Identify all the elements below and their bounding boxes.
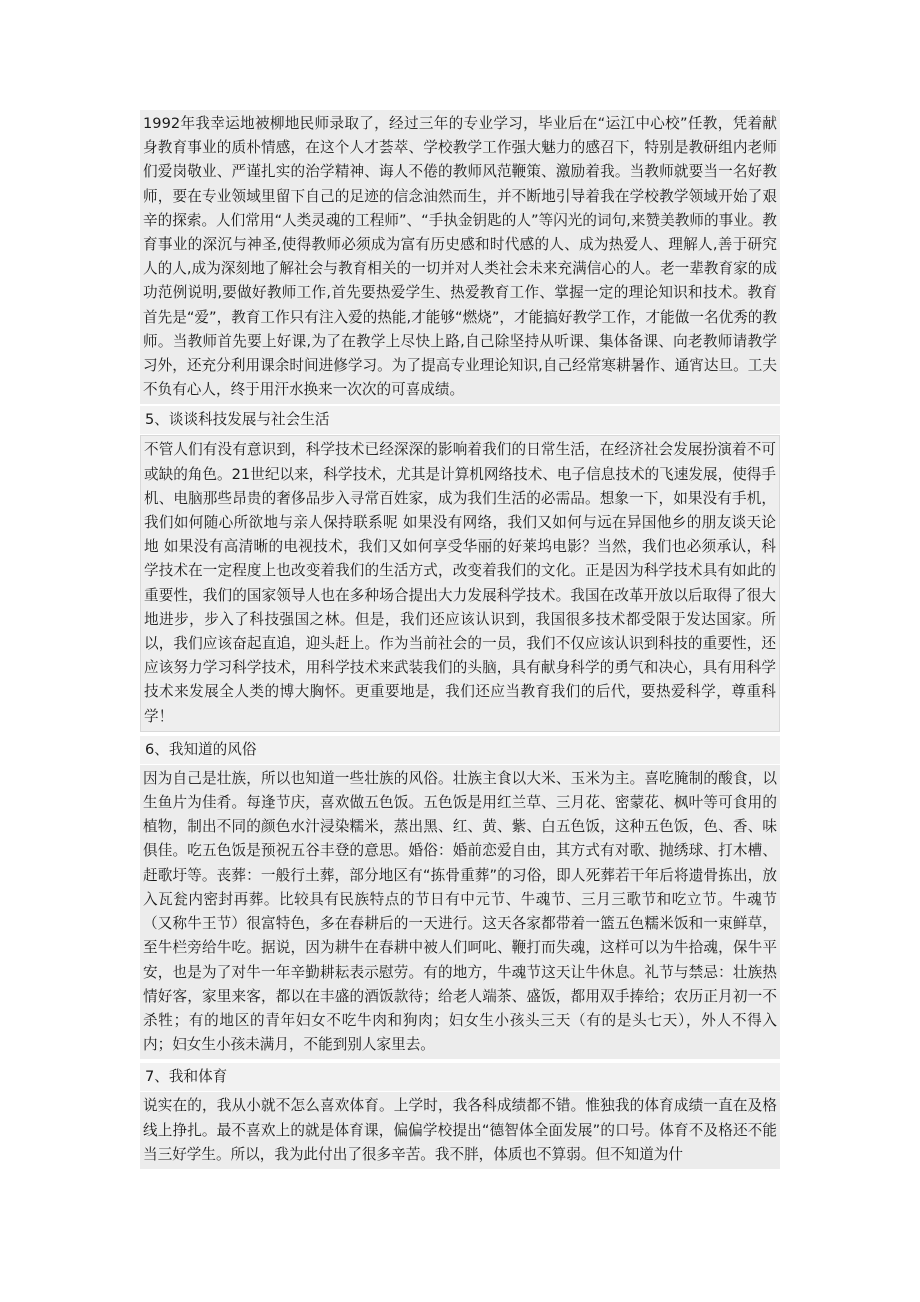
section-intro-body: 1992年我幸运地被柳地民师录取了，经过三年的专业学习，毕业后在“运江中心校”任教，凭着献身教育事业的质朴情感，在这个人才荟萃、学校教学工作强大魅力的感召下，特别是教研组内老师们爱岗敬业、严谨扎实的治学精神、诲人不倦的教师风范鞭策、激励着我。当教师就要当一名好教师，要在专业领域里留下自己的足迹的信念油然而生，并不断地引导着我在学校教学领域开始了艰辛的探索。人们常用“人类灵魂的工程师”、“手执金钥匙的人”等闪光的词句,来赞美教师的事业。教育事业的深沉与神圣,使得教师必须成为富有历史感和时代感的人、成为热爱人、理解人,善于研究人的人,成为深刻地了解社会与教育相关的一切并对人类社会未来充满信心的人。老一辈教育家的成功范例说明,要做好教师工作,首先要热爱学生、热爱教育工作、掌握一定的理论知识和技术。教育首先是“爱”，教育工作只有注入爱的热能,才能够“燃烧”，才能搞好教学工作，才能做一名优秀的教师。当教师首先要上好课,为了在教学上尽快上路,自己除坚持从听课、集体备课、向老教师请教学习外，还充分利用课余时间进修学习。为了提高专业理论知识,自己经常寒耕暑作、通宵达旦。工夫不负有心人，终于用汗水换来一次次的可喜成绩。 [140, 110, 780, 404]
section-6-body: 因为自己是壮族，所以也知道一些壮族的风俗。壮族主食以大米、玉米为主。喜吃腌制的酸食，以生鱼片为佳肴。每逢节庆，喜欢做五色饭。五色饭是用红兰草、三月花、密蒙花、枫叶等可食用的植物，制出不同的颜色水汁浸染糯米，蒸出黑、红、黄、紫、白五色饭，这种五色饭，色、香、味俱佳。吃五色饭是预祝五谷丰登的意思。婚俗：婚前恋爱自由，其方式有对歌、抛绣球、打木槽、赶歌圩等。丧葬：一般行土葬，部分地区有“拣骨重葬”的习俗，即人死葬若干年后将遗骨拣出，放入瓦瓮内密封再葬。比较具有民族特点的节日有中元节、牛魂节、三月三歌节和吃立节。牛魂节（又称牛王节）很富特色，多在春耕后的一天进行。这天各家都带着一篮五色糯米饭和一束鲜草，至牛栏旁给牛吃。据说，因为耕牛在春耕中被人们呵叱、鞭打而失魂，这样可以为牛拾魂，保牛平安，也是为了对牛一年辛勤耕耘表示慰劳。有的地方，牛魂节这天让牛休息。礼节与禁忌：壮族热情好客，家里来客，都以在丰盛的酒饭款待；给老人端茶、盛饭，都用双手捧给；农历正月初一不杀牲；有的地区的青年妇女不吃牛肉和狗肉；妇女生小孩头三天（有的是头七天），外人不得入内；妇女生小孩未满月，不能到别人家里去。 [140, 765, 780, 1059]
section-7-body: 说实在的，我从小就不怎么喜欢体育。上学时，我各科成绩都不错。惟独我的体育成绩一直在及格线上挣扎。最不喜欢上的就是体育课，偏偏学校提出“德智体全面发展”的口号。体育不及格还不能当三好学生。所以，我为此付出了很多辛苦。我不胖，体质也不算弱。但不知道为什 [140, 1092, 780, 1169]
section-6-heading: 6、我知道的风俗 [140, 736, 780, 764]
document-page [140, 110, 780, 1169]
section-5-body: 不管人们有没有意识到，科学技术已经深深的影响着我们的日常生活，在经济社会发展扮演着不可或缺的角色。21世纪以来，科学技术，尤其是计算机网络技术、电子信息技术的飞速发展，使得手机、电脑那些昂贵的奢侈品步入寻常百姓家，成为我们生活的必需品。想象一下，如果没有手机，我们如何随心所欲地与亲人保持联系呢 如果没有网络，我们又如何与远在异国他乡的朋友谈天论地 如果没有高清晰的电视技术，我们又如何享受华丽的好莱坞电影？当然，我们也必须承认，科学技术在一定程度上也改变着我们的生活方式，改变着我们的文化。正是因为科学技术具有如此的重要性，我们的国家领导人也在多种场合提出大力发展科学技术。我国在改革开放以后取得了很大地进步，步入了科技强国之林。但是，我们还应该认识到，我国很多技术都受限于发达国家。所以，我们应该奋起直追，迎头赶上。作为当前社会的一员，我们不仅应该认识到科技的重要性，还应该努力学习科学技术，用科学技术来武装我们的头脑，具有献身科学的勇气和决心，具有用科学技术来发展全人类的博大胸怀。更重要地是，我们还应当教育我们的后代，要热爱科学，尊重科学！ [140, 435, 780, 731]
section-7-heading: 7、我和体育 [140, 1063, 780, 1091]
section-5-heading: 5、谈谈科技发展与社会生活 [140, 406, 780, 434]
